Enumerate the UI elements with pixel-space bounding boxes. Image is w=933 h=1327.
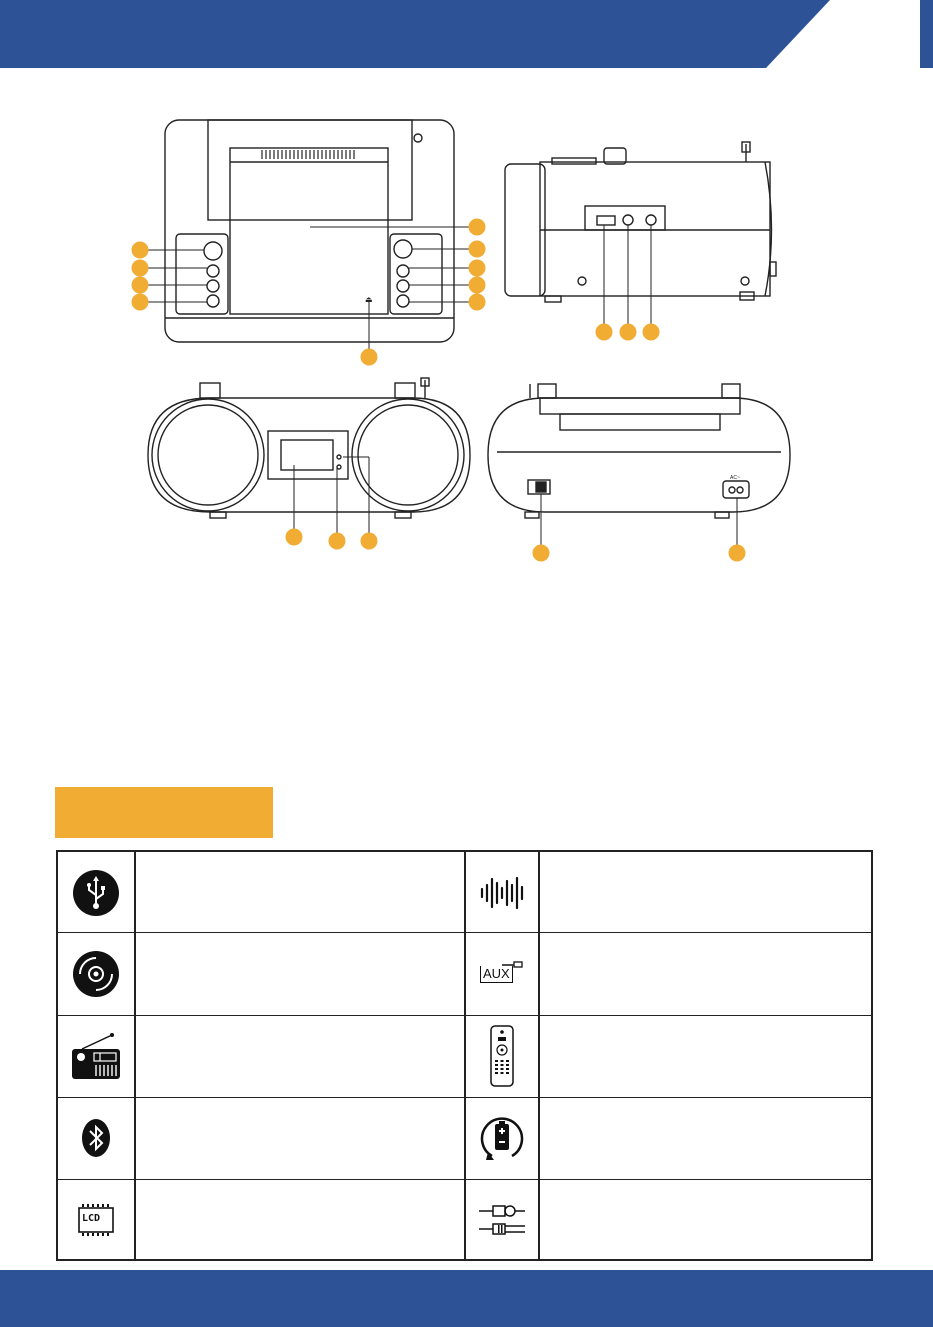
- callout-jack-1: [620, 324, 637, 341]
- lcd-label: LCD: [82, 1212, 101, 1224]
- top-view-diagram: [148, 120, 470, 350]
- callout-right-3: [469, 260, 486, 277]
- footer-band: [0, 1270, 933, 1327]
- callout-markers: [132, 219, 746, 562]
- callout-left-1: [132, 242, 149, 259]
- table-row: [58, 1015, 134, 1096]
- back-view-diagram: [488, 384, 790, 546]
- product-diagram: [0, 68, 933, 588]
- battery-icon: [478, 1112, 526, 1164]
- callout-left-3: [132, 277, 149, 294]
- table-divider: [134, 852, 136, 1259]
- header-band: [0, 0, 933, 68]
- callout-switch: [533, 545, 550, 562]
- table-row: [58, 1179, 134, 1260]
- table-row: [58, 1097, 134, 1178]
- lcd-icon: [78, 1204, 114, 1236]
- callout-right-2: [469, 241, 486, 258]
- callout-right-5: [469, 294, 486, 311]
- callout-led-2: [361, 533, 378, 550]
- table-row: [58, 933, 134, 1014]
- remote-control-icon: [489, 1024, 515, 1088]
- callout-power: [729, 545, 746, 562]
- callout-right-4: [469, 277, 486, 294]
- table-row: [464, 1015, 540, 1096]
- aux-icon: [480, 959, 524, 989]
- sound-wave-icon: [479, 875, 525, 911]
- callout-usb: [596, 324, 613, 341]
- ac-label: AC~: [730, 475, 740, 481]
- callout-display: [286, 529, 303, 546]
- usb-icon: [72, 869, 120, 917]
- table-row: [464, 933, 540, 1014]
- table-row: [464, 1179, 540, 1260]
- power-cable-icon: [477, 1201, 527, 1239]
- callout-jack-2: [643, 324, 660, 341]
- side-view-diagram: [505, 142, 776, 325]
- callout-led-1: [329, 533, 346, 550]
- aux-label: AUX: [480, 966, 513, 983]
- table-row: [464, 852, 540, 933]
- features-heading-tab: [55, 787, 273, 838]
- callout-left-2: [132, 260, 149, 277]
- cd-icon: [72, 950, 120, 998]
- table-row: [464, 1097, 540, 1178]
- features-table: [56, 850, 873, 1261]
- eject-symbol: ⏏: [365, 295, 373, 304]
- front-view-diagram: [148, 378, 470, 537]
- table-row: [58, 852, 134, 933]
- bluetooth-icon: [81, 1118, 111, 1158]
- callout-right-1: [469, 219, 486, 236]
- radio-icon: [70, 1031, 122, 1081]
- callout-left-4: [132, 294, 149, 311]
- callout-eject: [361, 349, 378, 366]
